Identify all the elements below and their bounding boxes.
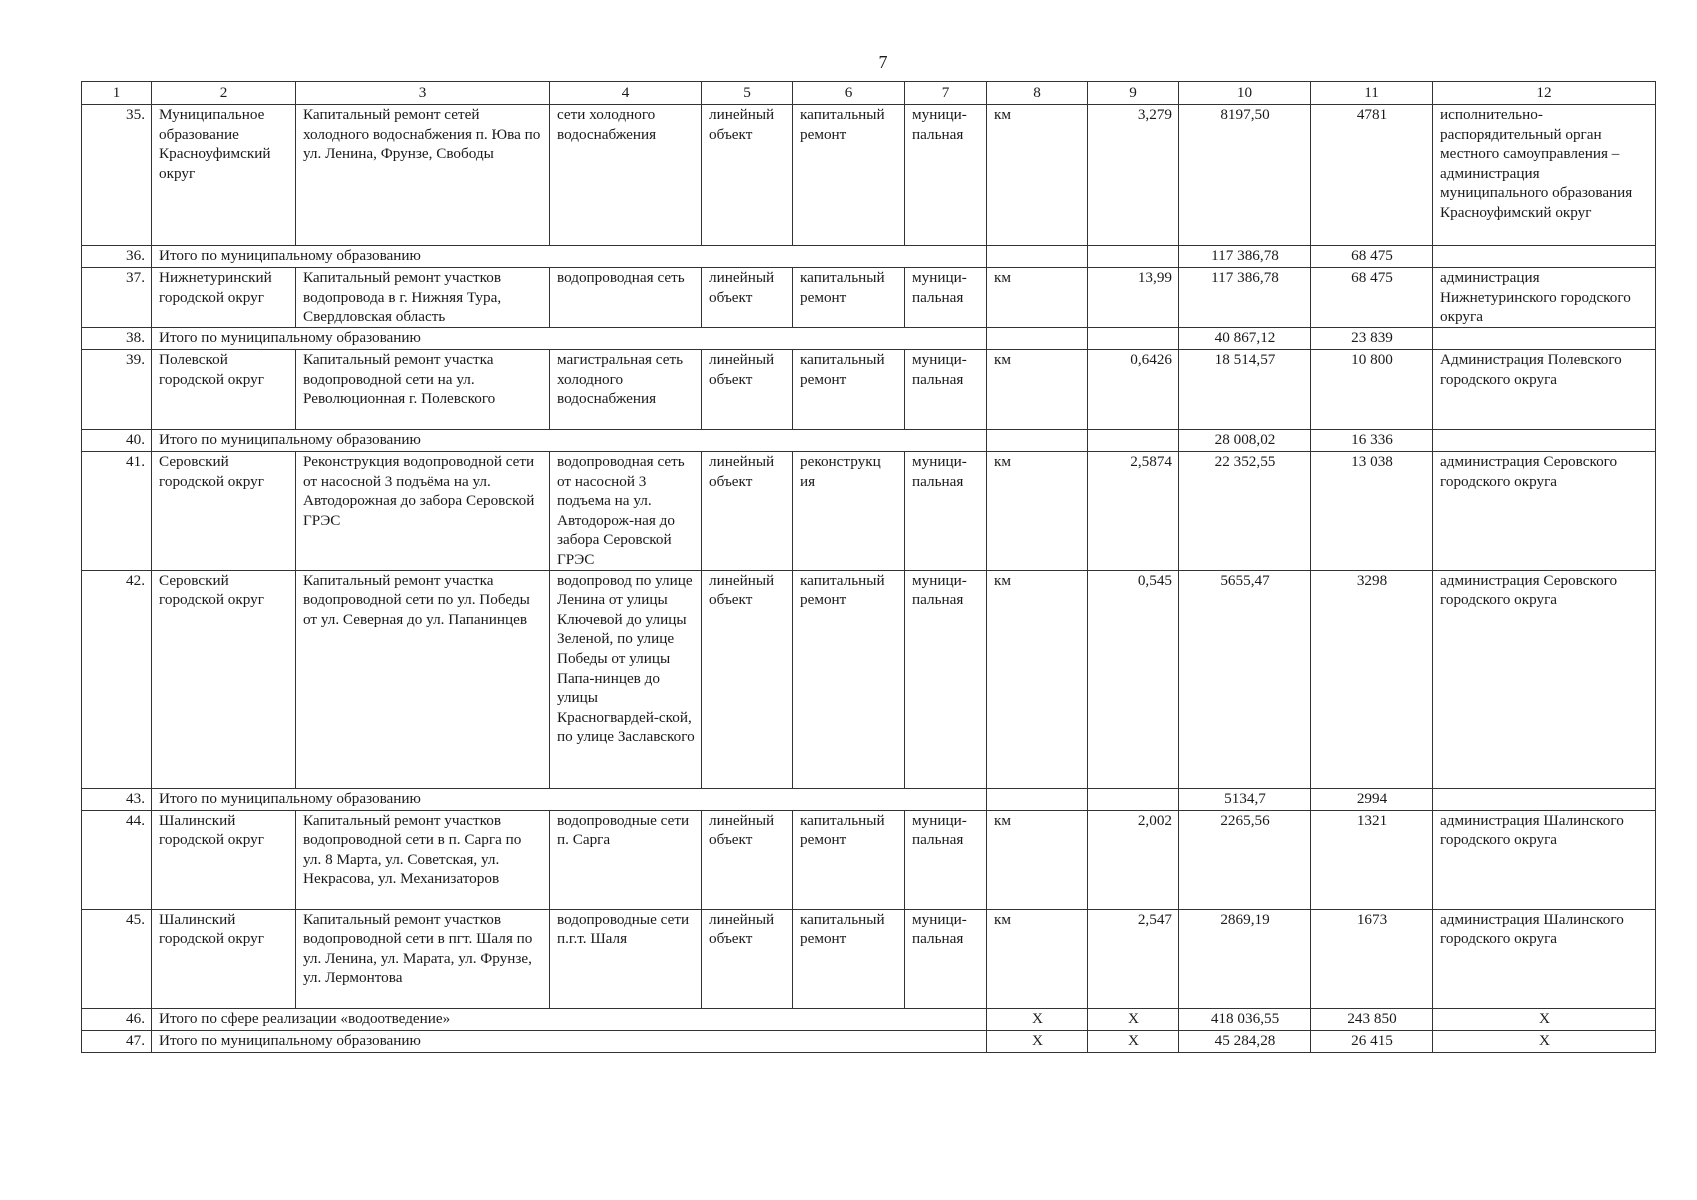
- cost-cell: 5134,7: [1179, 788, 1311, 810]
- table-row: [82, 268, 1656, 328]
- col9-cell: Х: [1088, 1030, 1179, 1052]
- column-header: 1: [82, 82, 152, 105]
- subsidy-cell: 1673: [1311, 909, 1433, 1008]
- category-cell: линейный объект: [702, 570, 793, 788]
- table-row: [82, 328, 1656, 350]
- unit-cell: км: [987, 452, 1088, 571]
- length-cell: 2,547: [1088, 909, 1179, 1008]
- row-number: 43.: [82, 788, 152, 810]
- col12-cell: [1433, 788, 1656, 810]
- unit-cell: км: [987, 810, 1088, 909]
- column-header: 7: [905, 82, 987, 105]
- total-label: Итого по сфере реализации «водоотведение»: [152, 1008, 987, 1030]
- network-type-cell: сети холодного водоснабжения: [550, 105, 702, 246]
- cost-cell: 2869,19: [1179, 909, 1311, 1008]
- work-type-cell: капитальный ремонт: [793, 268, 905, 328]
- category-cell: линейный объект: [702, 452, 793, 571]
- work-type-cell: капитальный ремонт: [793, 350, 905, 430]
- work-type-cell: капитальный ремонт: [793, 909, 905, 1008]
- network-type-cell: водопровод по улице Ленина от улицы Ключевой до улицы Зеленой, по улице Победы от улицы Папа-нинцев до улицы Красногвардей-ской, по улице Заславского: [550, 570, 702, 788]
- column-header: 4: [550, 82, 702, 105]
- length-cell: 0,6426: [1088, 350, 1179, 430]
- category-cell: линейный объект: [702, 350, 793, 430]
- municipality-cell: Муниципальное образование Красноуфимский округ: [152, 105, 296, 246]
- table-row: [82, 105, 1656, 246]
- column-header: 5: [702, 82, 793, 105]
- subsidy-cell: 2994: [1311, 788, 1433, 810]
- length-cell: 3,279: [1088, 105, 1179, 246]
- total-label: Итого по муниципальному образованию: [152, 1030, 987, 1052]
- subsidy-cell: 3298: [1311, 570, 1433, 788]
- row-number: 47.: [82, 1030, 152, 1052]
- column-header: 3: [296, 82, 550, 105]
- col8-cell: Х: [987, 1030, 1088, 1052]
- network-type-cell: водопроводная сеть: [550, 268, 702, 328]
- row-number: 44.: [82, 810, 152, 909]
- col8-cell: [987, 246, 1088, 268]
- municipality-cell: Нижнетуринский городской округ: [152, 268, 296, 328]
- subsidy-cell: 10 800: [1311, 350, 1433, 430]
- col9-cell: [1088, 328, 1179, 350]
- col9-cell: [1088, 246, 1179, 268]
- subsidy-cell: 68 475: [1311, 246, 1433, 268]
- col12-cell: Х: [1433, 1008, 1656, 1030]
- executor-cell: Администрация Полевского городского округа: [1433, 350, 1656, 430]
- col8-cell: [987, 328, 1088, 350]
- object-cell: Реконструкция водопроводной сети от насосной 3 подъёма на ул. Автодорожная до забора Серовской ГРЭС: [296, 452, 550, 571]
- col12-cell: [1433, 430, 1656, 452]
- column-header: 6: [793, 82, 905, 105]
- table-row: [82, 570, 1656, 788]
- row-number: 35.: [82, 105, 152, 246]
- col9-cell: Х: [1088, 1008, 1179, 1030]
- table-row: [82, 810, 1656, 909]
- table-row: [82, 452, 1656, 571]
- column-header: 12: [1433, 82, 1656, 105]
- unit-cell: км: [987, 909, 1088, 1008]
- cost-cell: 18 514,57: [1179, 350, 1311, 430]
- cost-cell: 40 867,12: [1179, 328, 1311, 350]
- row-number: 36.: [82, 246, 152, 268]
- length-cell: 2,002: [1088, 810, 1179, 909]
- network-type-cell: водопроводная сеть от насосной 3 подъема на ул. Автодорож-ная до забора Серовской ГРЭС: [550, 452, 702, 571]
- work-type-cell: капитальный ремонт: [793, 810, 905, 909]
- subsidy-cell: 4781: [1311, 105, 1433, 246]
- work-type-cell: реконструкц ия: [793, 452, 905, 571]
- column-header: 8: [987, 82, 1088, 105]
- network-type-cell: водопроводные сети п. Сарга: [550, 810, 702, 909]
- total-label: Итого по муниципальному образованию: [152, 430, 987, 452]
- unit-cell: км: [987, 268, 1088, 328]
- municipality-cell: Серовский городской округ: [152, 570, 296, 788]
- cost-cell: 22 352,55: [1179, 452, 1311, 571]
- table-row: [82, 1030, 1656, 1052]
- work-type-cell: капитальный ремонт: [793, 570, 905, 788]
- object-cell: Капитальный ремонт участка водопроводной сети по ул. Победы от ул. Северная до ул. Папанинцев: [296, 570, 550, 788]
- row-number: 40.: [82, 430, 152, 452]
- unit-cell: км: [987, 105, 1088, 246]
- row-number: 39.: [82, 350, 152, 430]
- col8-cell: Х: [987, 1008, 1088, 1030]
- network-type-cell: водопроводные сети п.г.т. Шаля: [550, 909, 702, 1008]
- executor-cell: администрация Шалинского городского округа: [1433, 909, 1656, 1008]
- ownership-cell: муници-пальная: [905, 268, 987, 328]
- table-row: [82, 1008, 1656, 1030]
- object-cell: Капитальный ремонт участков водопроводной сети в пгт. Шаля по ул. Ленина, ул. Марата, ул. Фрунзе, ул. Лермонтова: [296, 909, 550, 1008]
- executor-cell: администрация Серовского городского округа: [1433, 570, 1656, 788]
- municipality-cell: Полевской городской округ: [152, 350, 296, 430]
- ownership-cell: муници-пальная: [905, 909, 987, 1008]
- cost-cell: 117 386,78: [1179, 268, 1311, 328]
- total-label: Итого по муниципальному образованию: [152, 328, 987, 350]
- total-label: Итого по муниципальному образованию: [152, 246, 987, 268]
- row-number: 37.: [82, 268, 152, 328]
- cost-cell: 418 036,55: [1179, 1008, 1311, 1030]
- subsidy-cell: 23 839: [1311, 328, 1433, 350]
- ownership-cell: муници-пальная: [905, 810, 987, 909]
- category-cell: линейный объект: [702, 909, 793, 1008]
- col12-cell: Х: [1433, 1030, 1656, 1052]
- unit-cell: км: [987, 350, 1088, 430]
- cost-cell: 2265,56: [1179, 810, 1311, 909]
- column-header: 11: [1311, 82, 1433, 105]
- table-row: [82, 350, 1656, 430]
- row-number: 41.: [82, 452, 152, 571]
- col9-cell: [1088, 430, 1179, 452]
- investment-table: [81, 81, 1656, 1053]
- length-cell: 13,99: [1088, 268, 1179, 328]
- category-cell: линейный объект: [702, 105, 793, 246]
- row-number: 38.: [82, 328, 152, 350]
- table-row: [82, 430, 1656, 452]
- work-type-cell: капитальный ремонт: [793, 105, 905, 246]
- cost-cell: 45 284,28: [1179, 1030, 1311, 1052]
- object-cell: Капитальный ремонт сетей холодного водоснабжения п. Юва по ул. Ленина, Фрунзе, Свободы: [296, 105, 550, 246]
- municipality-cell: Серовский городской округ: [152, 452, 296, 571]
- cost-cell: 28 008,02: [1179, 430, 1311, 452]
- row-number: 46.: [82, 1008, 152, 1030]
- municipality-cell: Шалинский городской округ: [152, 810, 296, 909]
- col8-cell: [987, 788, 1088, 810]
- object-cell: Капитальный ремонт участков водопроводной сети в п. Сарга по ул. 8 Марта, ул. Советская, ул. Некрасова, ул. Механизаторов: [296, 810, 550, 909]
- executor-cell: администрация Шалинского городского округа: [1433, 810, 1656, 909]
- table-row: [82, 246, 1656, 268]
- object-cell: Капитальный ремонт участка водопроводной сети на ул. Революционная г. Полевского: [296, 350, 550, 430]
- page-number: 7: [878, 52, 888, 72]
- ownership-cell: муници-пальная: [905, 570, 987, 788]
- executor-cell: администрация Серовского городского округа: [1433, 452, 1656, 571]
- column-header: 2: [152, 82, 296, 105]
- length-cell: 0,545: [1088, 570, 1179, 788]
- column-number-row: [82, 82, 1656, 105]
- subsidy-cell: 13 038: [1311, 452, 1433, 571]
- column-header: 10: [1179, 82, 1311, 105]
- table-row: [82, 788, 1656, 810]
- subsidy-cell: 243 850: [1311, 1008, 1433, 1030]
- object-cell: Капитальный ремонт участков водопровода в г. Нижняя Тура, Свердловская область: [296, 268, 550, 328]
- column-header: 9: [1088, 82, 1179, 105]
- row-number: 42.: [82, 570, 152, 788]
- network-type-cell: магистральная сеть холодного водоснабжения: [550, 350, 702, 430]
- col9-cell: [1088, 788, 1179, 810]
- subsidy-cell: 68 475: [1311, 268, 1433, 328]
- ownership-cell: муници-пальная: [905, 452, 987, 571]
- cost-cell: 8197,50: [1179, 105, 1311, 246]
- col12-cell: [1433, 328, 1656, 350]
- unit-cell: км: [987, 570, 1088, 788]
- executor-cell: исполнительно-распорядительный орган местного самоуправления – администрация муниципального образования Красноуфимский округ: [1433, 105, 1656, 246]
- cost-cell: 5655,47: [1179, 570, 1311, 788]
- col8-cell: [987, 430, 1088, 452]
- subsidy-cell: 1321: [1311, 810, 1433, 909]
- municipality-cell: Шалинский городской округ: [152, 909, 296, 1008]
- subsidy-cell: 26 415: [1311, 1030, 1433, 1052]
- ownership-cell: муници-пальная: [905, 105, 987, 246]
- ownership-cell: муници-пальная: [905, 350, 987, 430]
- row-number: 45.: [82, 909, 152, 1008]
- cost-cell: 117 386,78: [1179, 246, 1311, 268]
- table-row: [82, 909, 1656, 1008]
- length-cell: 2,5874: [1088, 452, 1179, 571]
- category-cell: линейный объект: [702, 810, 793, 909]
- col12-cell: [1433, 246, 1656, 268]
- executor-cell: администрация Нижнетуринского городского округа: [1433, 268, 1656, 328]
- category-cell: линейный объект: [702, 268, 793, 328]
- subsidy-cell: 16 336: [1311, 430, 1433, 452]
- total-label: Итого по муниципальному образованию: [152, 788, 987, 810]
